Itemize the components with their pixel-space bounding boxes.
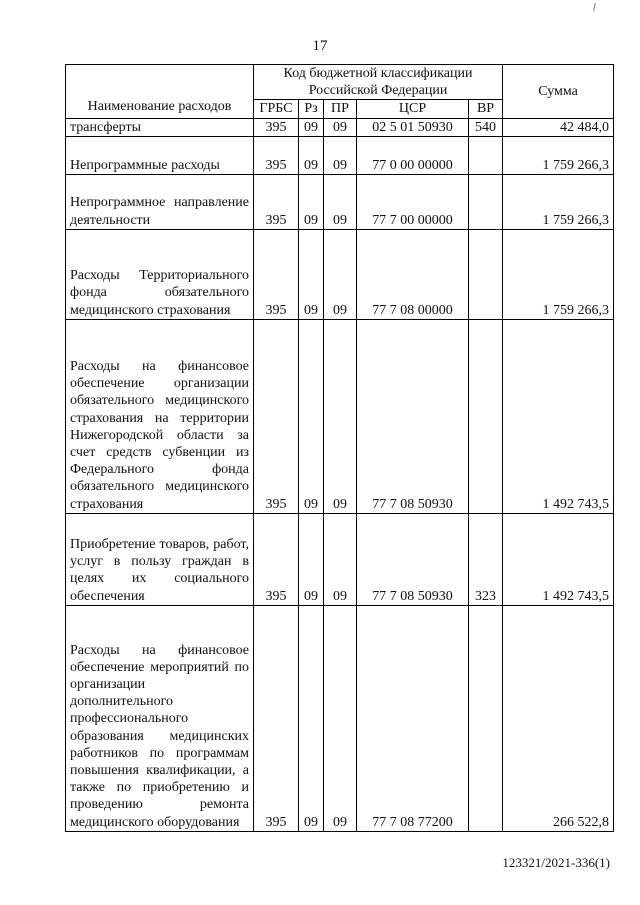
row-sum: 1 492 743,5 [503, 513, 614, 605]
row-name: Непрограммные расходы [66, 136, 254, 174]
row-grbs: 395 [254, 513, 299, 605]
row-vr [469, 229, 503, 319]
row-name: Приобретение товаров, работ, услуг в пользу граждан в целях их социального обеспечения [66, 513, 254, 605]
row-csr: 77 0 00 00000 [357, 136, 469, 174]
row-rz: 09 [299, 118, 324, 136]
row-sum: 1 492 743,5 [503, 319, 614, 513]
row-grbs: 395 [254, 319, 299, 513]
row-vr: 540 [469, 118, 503, 136]
row-grbs: 395 [254, 136, 299, 174]
document-registration-number: 123321/2021-336(1) [502, 855, 610, 870]
row-vr [469, 174, 503, 229]
row-name: Непрограммное направление деятельности [66, 174, 254, 229]
row-rz: 09 [299, 513, 324, 605]
row-name: Расходы Территориального фонда обязательного медицинского страхования [66, 229, 254, 319]
row-rz: 09 [299, 229, 324, 319]
row-pr: 09 [324, 605, 357, 831]
row-vr [469, 319, 503, 513]
table-row [66, 605, 614, 831]
row-name: Расходы на финансовое обеспечение мероприятий по организации дополнительного профессионального образования медицинских работников по программам повышения квалификации, а также по приобретению и проведению ремонта медицинского оборудования [66, 605, 254, 831]
row-rz: 09 [299, 174, 324, 229]
table-row [66, 118, 614, 136]
header-grbs: ГРБС [254, 100, 299, 118]
row-vr: 323 [469, 513, 503, 605]
header-pr: ПР [324, 100, 357, 118]
row-pr: 09 [324, 513, 357, 605]
row-rz: 09 [299, 136, 324, 174]
header-code-group: Код бюджетной классификации Российской Федерации [254, 65, 503, 100]
row-sum: 1 759 266,3 [503, 174, 614, 229]
row-sum: 1 759 266,3 [503, 229, 614, 319]
row-grbs: 395 [254, 605, 299, 831]
row-vr [469, 605, 503, 831]
table-row [66, 513, 614, 605]
row-grbs: 395 [254, 229, 299, 319]
row-csr: 02 5 01 50930 [357, 118, 469, 136]
table-row [66, 136, 614, 174]
row-pr: 09 [324, 229, 357, 319]
header-csr: ЦСР [357, 100, 469, 118]
header-rz: Рз [299, 100, 324, 118]
row-csr: 77 7 08 77200 [357, 605, 469, 831]
row-sum: 42 484,0 [503, 118, 614, 136]
row-sum: 1 759 266,3 [503, 136, 614, 174]
row-pr: 09 [324, 118, 357, 136]
row-csr: 77 7 00 00000 [357, 174, 469, 229]
table-row [66, 229, 614, 319]
row-vr [469, 136, 503, 174]
scan-mark [593, 3, 596, 11]
header-vr: ВР [469, 100, 503, 118]
table-row [66, 319, 614, 513]
row-csr: 77 7 08 50930 [357, 319, 469, 513]
row-name: Расходы на финансовое обеспечение организации обязательного медицинского страхования на территории Нижегородской области за счет средств субвенции из Федерального фонда обязательного медицинского страхования [66, 319, 254, 513]
page-number: 17 [312, 38, 328, 54]
row-grbs: 395 [254, 174, 299, 229]
table-row [66, 174, 614, 229]
budget-table [65, 64, 614, 832]
header-name: Наименование расходов [66, 65, 254, 119]
row-sum: 266 522,8 [503, 605, 614, 831]
row-rz: 09 [299, 605, 324, 831]
row-csr: 77 7 08 50930 [357, 513, 469, 605]
row-pr: 09 [324, 174, 357, 229]
row-pr: 09 [324, 319, 357, 513]
row-pr: 09 [324, 136, 357, 174]
row-csr: 77 7 08 00000 [357, 229, 469, 319]
row-rz: 09 [299, 319, 324, 513]
header-sum: Сумма [503, 65, 614, 119]
row-name: трансферты [66, 118, 254, 136]
row-grbs: 395 [254, 118, 299, 136]
